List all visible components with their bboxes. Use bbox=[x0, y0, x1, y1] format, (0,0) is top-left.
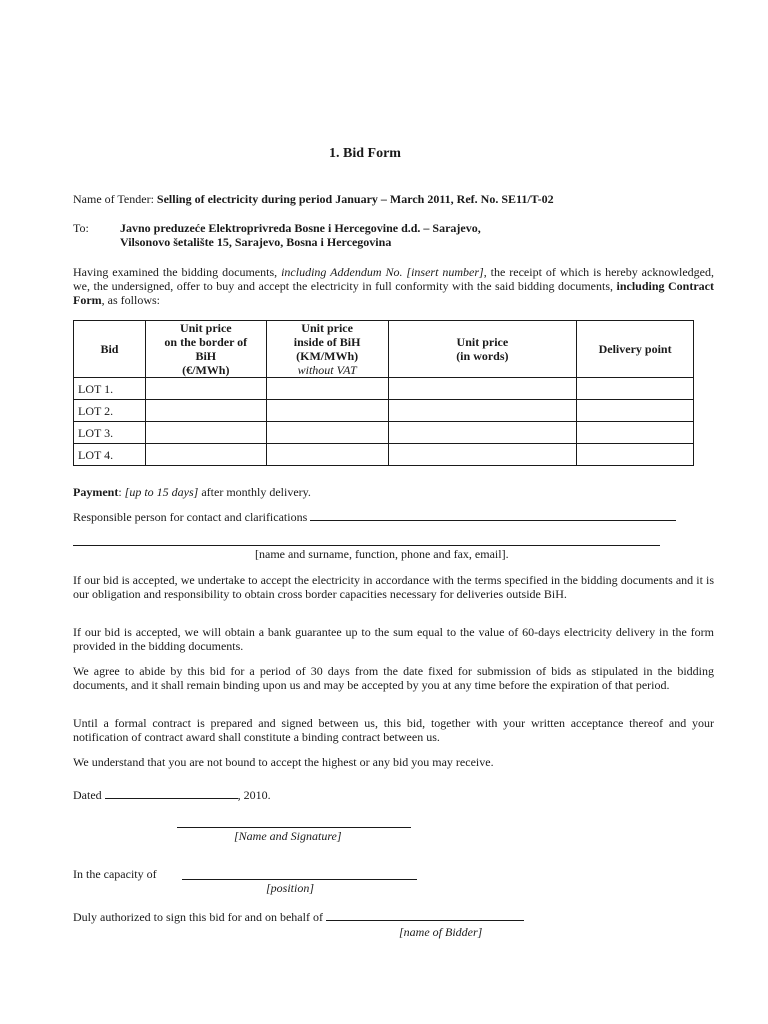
payment-colon: : bbox=[118, 485, 125, 499]
delivery-point-cell[interactable] bbox=[577, 422, 694, 444]
paragraph-contract: Until a formal contract is prepared and signed between us, this bid, together with your written acceptance thereof and your notification of contract award shall constitute a binding contract between us. bbox=[73, 716, 714, 744]
price-inside-cell[interactable] bbox=[266, 400, 388, 422]
bid-table-header bbox=[74, 321, 694, 378]
intro-text-2: , the receipt of which is hereby acknowledged, we, the undersigned, offer to buy and accept the electricity in full conformity with the said bidding documents, bbox=[73, 265, 714, 293]
price-words-cell[interactable] bbox=[388, 422, 577, 444]
dated-line bbox=[73, 787, 271, 802]
price-border-cell[interactable] bbox=[145, 422, 266, 444]
header-price-border-l2: on the border of bbox=[164, 335, 248, 349]
capacity-hint: [position] bbox=[266, 881, 315, 895]
header-price-inside-l3: (KM/MWh) bbox=[296, 349, 359, 363]
intro-text-1: Having examined the bidding documents, bbox=[73, 265, 282, 279]
signature-field[interactable] bbox=[177, 815, 411, 828]
lot-label: LOT 2. bbox=[74, 400, 146, 422]
responsible-label: Responsible person for contact and clarifications bbox=[73, 510, 311, 524]
header-price-border bbox=[145, 321, 266, 378]
tender-line bbox=[73, 192, 733, 206]
paragraph-acceptance: If our bid is accepted, we undertake to accept the electricity in accordance with the terms specified in the bidding documents and it is our obligation and responsibility to obtain cross border capacities necessary for deliveries outside BiH. bbox=[73, 573, 714, 601]
header-price-inside bbox=[266, 321, 388, 378]
price-border-cell[interactable] bbox=[145, 444, 266, 466]
bid-table bbox=[73, 320, 694, 466]
capacity-field[interactable] bbox=[182, 867, 417, 880]
responsible-field-1[interactable] bbox=[310, 509, 676, 521]
tender-value: Selling of electricity during period January – March 2011, Ref. No. SE11/T-02 bbox=[156, 192, 554, 206]
table-row bbox=[74, 400, 694, 422]
header-price-inside-l2: inside of BiH bbox=[293, 335, 361, 349]
delivery-point-cell[interactable] bbox=[577, 444, 694, 466]
signature-hint: [Name and Signature] bbox=[234, 829, 342, 843]
header-price-words bbox=[388, 321, 577, 378]
payment-label: Payment bbox=[73, 485, 119, 499]
header-bid: Bid bbox=[74, 321, 146, 378]
tender-label: Name of Tender: bbox=[73, 192, 157, 206]
bidder-name-field[interactable] bbox=[326, 909, 524, 921]
price-border-cell[interactable] bbox=[145, 378, 266, 400]
payment-rest: after monthly delivery. bbox=[198, 485, 311, 499]
lot-label: LOT 4. bbox=[74, 444, 146, 466]
price-inside-cell[interactable] bbox=[266, 444, 388, 466]
header-price-inside-l4: without VAT bbox=[297, 363, 357, 377]
price-border-cell[interactable] bbox=[145, 400, 266, 422]
paragraph-not-bound: We understand that you are not bound to accept the highest or any bid you may receive. bbox=[73, 755, 494, 769]
table-row bbox=[74, 422, 694, 444]
dated-label: Dated bbox=[73, 788, 105, 802]
bidder-hint: [name of Bidder] bbox=[399, 925, 483, 939]
intro-paragraph bbox=[73, 265, 714, 307]
responsible-line bbox=[73, 509, 713, 524]
to-label: To: bbox=[73, 221, 89, 235]
table-row bbox=[74, 444, 694, 466]
price-inside-cell[interactable] bbox=[266, 378, 388, 400]
to-address-line1: Javno preduzeće Elektroprivreda Bosne i Hercegovine d.d. – Sarajevo, bbox=[120, 221, 481, 235]
payment-line bbox=[73, 485, 713, 499]
header-price-words-l2: (in words) bbox=[456, 349, 509, 363]
lot-label: LOT 3. bbox=[74, 422, 146, 444]
responsible-field-2[interactable] bbox=[73, 533, 660, 546]
delivery-point-cell[interactable] bbox=[577, 400, 694, 422]
dated-year: , 2010. bbox=[237, 788, 271, 802]
to-address-line2: Vilsonovo šetalište 15, Sarajevo, Bosna i Hercegovina bbox=[120, 235, 392, 249]
price-words-cell[interactable] bbox=[388, 378, 577, 400]
paragraph-guarantee: If our bid is accepted, we will obtain a bank guarantee up to the sum equal to the value of 60-days electricity delivery in the form provided in the bidding documents. bbox=[73, 625, 714, 653]
price-inside-cell[interactable] bbox=[266, 422, 388, 444]
header-price-border-l3: BiH bbox=[195, 349, 217, 363]
payment-terms: [up to 15 days] bbox=[124, 485, 199, 499]
delivery-point-cell[interactable] bbox=[577, 378, 694, 400]
authorized-label: Duly authorized to sign this bid for and on behalf of bbox=[73, 910, 326, 924]
responsible-hint: [name and surname, function, phone and fax, email]. bbox=[255, 547, 509, 561]
header-price-border-l4: (€/MWh) bbox=[182, 363, 230, 377]
page-title: 1. Bid Form bbox=[329, 146, 401, 161]
intro-text-3: , as follows: bbox=[101, 293, 160, 307]
authorized-line bbox=[73, 909, 524, 924]
table-row bbox=[74, 378, 694, 400]
header-delivery-point: Delivery point bbox=[577, 321, 694, 378]
intro-addendum: including Addendum No. [insert number] bbox=[281, 265, 484, 279]
paragraph-validity: We agree to abide by this bid for a period of 30 days from the date fixed for submission of bids as stipulated in the bidding documents, and it shall remain binding upon us and may be accepted by you at any time before the expiration of that period. bbox=[73, 664, 714, 692]
capacity-label: In the capacity of bbox=[73, 867, 157, 881]
lot-label: LOT 1. bbox=[74, 378, 146, 400]
header-price-inside-l1: Unit price bbox=[301, 321, 353, 335]
price-words-cell[interactable] bbox=[388, 400, 577, 422]
date-field[interactable] bbox=[105, 787, 238, 799]
price-words-cell[interactable] bbox=[388, 444, 577, 466]
intro-contract-form: including Contract Form bbox=[73, 279, 714, 307]
header-price-border-l1: Unit price bbox=[179, 321, 232, 335]
header-price-words-l1: Unit price bbox=[456, 335, 509, 349]
